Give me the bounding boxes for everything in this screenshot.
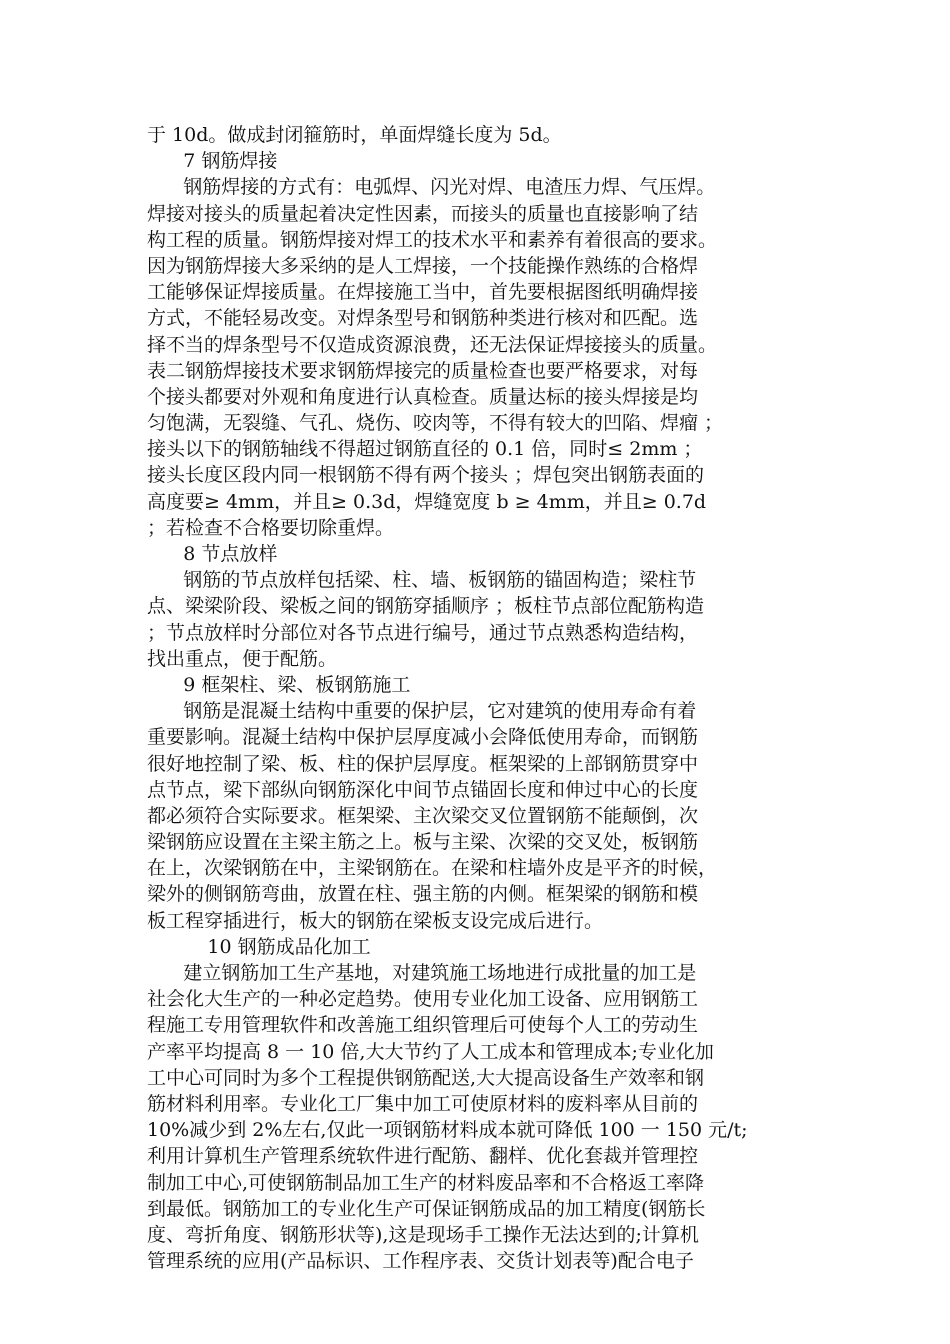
text-line: 构工程的质量。钢筋焊接对焊工的技术水平和素养有着很高的要求。: [147, 228, 718, 251]
text-line: 高度要≥ 4mm，并且≥ 0.3d，焊缝宽度 b ≥ 4mm，并且≥ 0.7d: [147, 490, 707, 513]
text-line: 板工程穿插进行，板大的钢筋在梁板支设完成后进行。: [147, 909, 604, 932]
text-line: 个接头都要对外观和角度进行认真检查。质量达标的接头焊接是均: [147, 385, 699, 408]
section-heading-frame-rebar: 9 框架柱、梁、板钢筋施工: [147, 673, 411, 696]
text-line: 管理系统的应用(产品标识、工作程序表、交货计划表等)配合电子: [147, 1250, 694, 1273]
text-line: 匀饱满，无裂缝、气孔、烧伤、咬肉等，不得有较大的凹陷、焊瘤 ；: [147, 412, 724, 435]
section-heading-prefab-processing: 10 钢筋成品化加工: [147, 935, 371, 958]
text-line: 筋材料利用率。专业化工厂集中加工可使原材料的废料率从目前的: [147, 1092, 699, 1115]
text-line: 钢筋是混凝土结构中重要的保护层，它对建筑的使用寿命有着: [147, 700, 697, 723]
text-line: 利用计算机生产管理系统软件进行配筋、翻样、优化套裁并管理控: [147, 1145, 699, 1168]
text-line: 制加工中心,可使钢筋制品加工生产的材料废品率和不合格返工率降: [147, 1171, 705, 1194]
text-line: 于 10d。做成封闭箍筋时，单面焊缝长度为 5d。: [147, 124, 562, 146]
text-line: 点节点，梁下部纵向钢筋深化中间节点锚固长度和伸过中心的长度: [147, 778, 699, 801]
section-heading-node-layout: 8 节点放样: [147, 543, 278, 565]
text-line: 钢筋焊接的方式有：电弧焊、闪光对焊、电渣压力焊、气压焊。: [147, 176, 716, 199]
text-line: 点、梁梁阶段、梁板之间的钢筋穿插顺序 ；板柱节点部位配筋构造: [147, 595, 705, 618]
text-line: 工中心可同时为多个工程提供钢筋配送,大大提高设备生产效率和钢: [147, 1066, 705, 1089]
text-line: 到最低。钢筋加工的专业化生产可保证钢筋成品的加工精度(钢筋长: [147, 1197, 706, 1220]
text-line: 梁外的侧钢筋弯曲，放置在柱、强主筋的内侧。框架梁的钢筋和模: [147, 883, 699, 906]
text-line: ；若检查不合格要切除重焊。: [147, 516, 395, 539]
text-line: 建立钢筋加工生产基地，对建筑施工场地进行成批量的加工是: [147, 962, 697, 984]
text-line: 接头以下的钢筋轴线不得超过钢筋直径的 0.1 倍，同时≤ 2mm ；: [147, 438, 703, 461]
text-line: 在上，次梁钢筋在中，主梁钢筋在。在梁和柱墙外皮是平齐的时候，: [147, 857, 718, 880]
text-line: 都必须符合实际要求。框架梁、主次梁交叉位置钢筋不能颠倒，次: [147, 804, 699, 827]
text-line: 因为钢筋焊接大多采纳的是人工焊接，一个技能操作熟练的合格焊: [147, 254, 699, 277]
text-line: 择不当的焊条型号不仅造成资源浪费，还无法保证焊接接头的质量。: [147, 333, 718, 356]
text-line: 重要影响。混凝土结构中保护层厚度减小会降低使用寿命，而钢筋: [147, 726, 699, 749]
text-line: 度、弯折角度、钢筋形状等),这是现场手工操作无法达到的;计算机: [147, 1223, 699, 1246]
text-line: 社会化大生产的一种必定趋势。使用专业化加工设备、应用钢筋工: [147, 988, 699, 1011]
text-line: ；节点放样时分部位对各节点进行编号，通过节点熟悉构造结构，: [147, 621, 699, 644]
text-line: 找出重点，便于配筋。: [147, 647, 338, 670]
text-line: 程施工专用管理软件和改善施工组织管理后可使每个人工的劳动生: [147, 1014, 699, 1037]
text-line: 梁钢筋应设置在主梁主筋之上。板与主梁、次梁的交叉处，板钢筋: [147, 831, 699, 854]
section-heading-welding: 7 钢筋焊接: [147, 150, 278, 173]
text-line: 表二钢筋焊接技术要求钢筋焊接完的质量检查也要严格要求，对每: [147, 359, 699, 382]
text-line: 很好地控制了梁、板、柱的保护层厚度。框架梁的上部钢筋贯穿中: [147, 752, 699, 775]
text-line: 产率平均提高 8 一 10 倍,大大节约了人工成本和管理成本;专业化加: [147, 1040, 714, 1063]
text-line: 焊接对接头的质量起着决定性因素，而接头的质量也直接影响了结: [147, 202, 699, 225]
text-line: 工能够保证焊接质量。在焊接施工当中，首先要根据图纸明确焊接: [147, 281, 699, 304]
text-line: 钢筋的节点放样包括梁、柱、墙、板钢筋的锚固构造；梁柱节: [147, 569, 697, 592]
text-line: 方式，不能轻易改变。对焊条型号和钢筋种类进行核对和匹配。选: [147, 307, 699, 330]
text-line: 10%减少到 2%左右,仅此一项钢筋材料成本就可降低 100 一 150 元/t;: [147, 1119, 748, 1142]
body-text: [147, 122, 817, 1274]
text-line: 接头长度区段内同一根钢筋不得有两个接头 ；焊包突出钢筋表面的: [147, 464, 705, 487]
